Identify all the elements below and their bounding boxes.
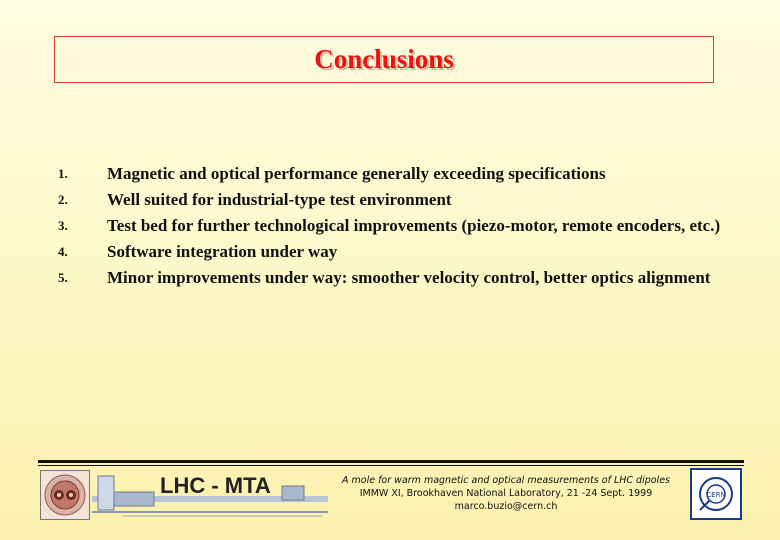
title-box	[54, 36, 714, 83]
list-item	[0, 267, 760, 289]
banner-title: LHC - MTA	[160, 473, 271, 498]
magnet-crosssection-logo	[40, 470, 90, 520]
credits-email: marco.buzio@cern.ch	[454, 501, 558, 512]
cern-logo-text: CERN	[706, 491, 726, 499]
list-item-number: 4.	[58, 244, 68, 259]
list-item	[0, 189, 760, 211]
list-item-text: Software integration under way	[107, 242, 338, 261]
footer-divider	[38, 460, 744, 463]
magnet-crosssection-icon	[41, 471, 89, 519]
list-item-text: Minor improvements under way: smoother velocity control, better optics alignment	[107, 268, 711, 287]
cern-logo-icon	[692, 470, 740, 518]
list-item-number: 2.	[58, 192, 68, 207]
conclusions-list	[0, 163, 760, 293]
list-item-number: 3.	[58, 218, 68, 233]
list-item	[0, 241, 760, 263]
credits-talk-title: A mole for warm magnetic and optical measurements of LHC dipoles	[342, 475, 670, 486]
footer-credits	[336, 474, 676, 513]
list-item-text: Well suited for industrial-type test environment	[107, 190, 452, 209]
list-item-number: 1.	[58, 166, 68, 181]
footer-divider-thin	[38, 465, 744, 466]
list-item-number: 5.	[58, 270, 68, 285]
list-item	[0, 163, 760, 185]
credits-conference: IMMW XI, Brookhaven National Laboratory, 21 -24 Sept. 1999	[359, 488, 653, 499]
cern-logo	[690, 468, 742, 520]
list-item-text: Magnetic and optical performance generally exceeding specifications	[107, 164, 606, 183]
slide-title: Conclusions	[314, 44, 454, 74]
list-item	[0, 215, 760, 237]
list-item-text: Test bed for further technological improvements (piezo-motor, remote encoders, etc.)	[107, 216, 721, 235]
